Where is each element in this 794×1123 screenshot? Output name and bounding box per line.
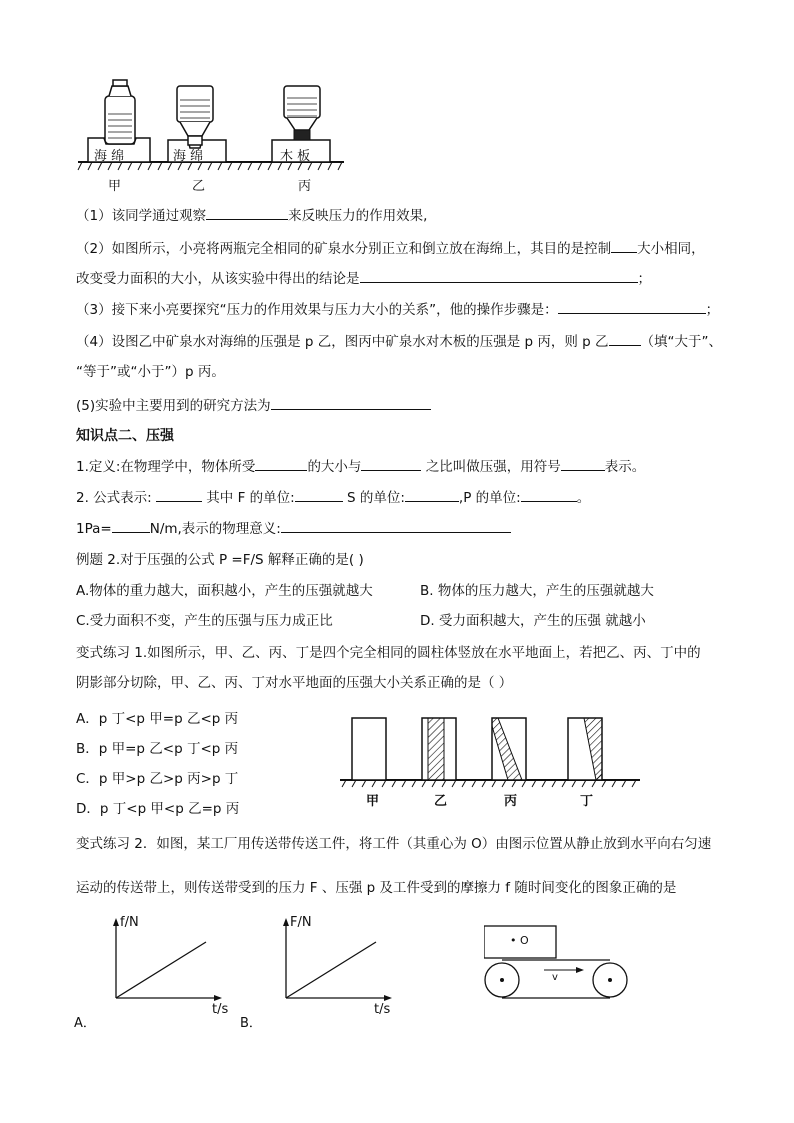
graph-b-option[interactable]: B． xyxy=(240,1016,262,1031)
answer-blank[interactable] xyxy=(112,518,150,533)
example-2-option-a[interactable]: A.物体的重力越大，面积越小，产生的压强就越大 xyxy=(76,583,373,599)
graph-b xyxy=(266,916,396,1016)
exercise-1-stem-line1: 变式练习 1.如图所示，甲、乙、丙、丁是四个完全相同的圆柱体竖放在水平地面上，若把乙、丙、丁中的 xyxy=(76,645,701,661)
example-2-option-b[interactable]: B. 物体的压力越大，产生的压强就越大 xyxy=(420,583,654,599)
question-3: （3）接下来小亮要探究“压力的作用效果与压力大小的关系”，他的操作步骤是： ； xyxy=(76,298,719,318)
cylinder-caption-jia: 甲 xyxy=(366,794,380,809)
graph-a-xlabel: t/s xyxy=(212,1002,229,1017)
exercise-1-option-a[interactable]: A．p 丁<p 甲=p 乙<p 丙 xyxy=(76,711,239,727)
caption-yi: 乙 xyxy=(192,179,206,194)
example-2-stem: 例题 2.对于压强的公式 P =F/S 解释正确的是( ) xyxy=(76,552,364,568)
conveyor-belt-diagram xyxy=(484,924,634,1000)
graph-b-ylabel: F/N xyxy=(290,915,312,930)
exercise-1-stem-line2: 阴影部分切除，甲、乙、丙、丁对水平地面的压强大小关系正确的是（ ） xyxy=(76,675,513,691)
answer-blank[interactable] xyxy=(295,487,343,502)
answer-blank[interactable] xyxy=(611,238,637,253)
exercise-1-option-b[interactable]: B．p 甲=p 乙<p 丁<p 丙 xyxy=(76,741,239,757)
label-sponge-2: 海 绵 xyxy=(173,149,204,164)
label-sponge-1: 海 绵 xyxy=(94,149,125,164)
question-2-line2: 改变受力面积的大小，从该实验中得出的结论是 ； xyxy=(76,267,651,287)
answer-blank[interactable] xyxy=(558,299,706,314)
workpiece-center-label: • O xyxy=(510,934,529,947)
exercise-2-stem-line1: 变式练习 2．如图，某工厂用传送带传送工件，将工件（其重心为 O）由图示位置从静止放到水平向右匀速 xyxy=(76,836,712,852)
answer-blank[interactable] xyxy=(271,395,431,410)
exercise-1-option-d[interactable]: D．p 丁<p 甲<p 乙=p 丙 xyxy=(76,801,240,817)
answer-blank[interactable] xyxy=(281,518,511,533)
graph-b-xlabel: t/s xyxy=(374,1002,391,1017)
graph-a xyxy=(96,916,229,1017)
exercise-2-stem-line2: 运动的传送带上，则传送带受到的压力 F 、压强 p 及工件受到的摩擦力 f 随时间变化的图象正确的是 xyxy=(76,880,677,896)
label-wood: 木 板 xyxy=(280,149,311,164)
answer-blank[interactable] xyxy=(561,456,605,471)
answer-blank[interactable] xyxy=(156,487,202,502)
cylinder-caption-ding: 丁 xyxy=(580,794,594,809)
exercise-1-option-c[interactable]: C．p 甲>p 乙>p 丙>p 丁 xyxy=(76,771,239,787)
answer-blank[interactable] xyxy=(521,487,577,502)
definition-2: 2. 公式表示: 其中 F 的单位: S 的单位: ,P 的单位: 。 xyxy=(76,486,590,506)
example-2-option-d[interactable]: D. 受力面积越大，产生的压强 就越小 xyxy=(420,613,646,629)
answer-blank[interactable] xyxy=(206,205,288,220)
definition-1: 1.定义:在物理学中，物体所受 的大小与 之比叫做压强，用符号 表示。 xyxy=(76,455,645,475)
definition-3: 1Pa= N/m,表示的物理意义: xyxy=(76,517,511,537)
answer-blank[interactable] xyxy=(360,268,638,283)
answer-blank[interactable] xyxy=(405,487,459,502)
graph-b-line xyxy=(286,942,376,998)
answer-blank[interactable] xyxy=(361,456,421,471)
caption-jia: 甲 xyxy=(108,179,122,194)
section-title: 知识点二、压强 xyxy=(76,428,174,444)
question-4-line1: （4）设图乙中矿泉水对海绵的压强是 p 乙，图丙中矿泉水对木板的压强是 p 丙，则 p 乙 （填“大于”、 xyxy=(76,330,722,350)
cylinders-diagram xyxy=(340,712,640,792)
question-5: (5)实验中主要用到的研究方法为 xyxy=(76,394,431,414)
answer-blank[interactable] xyxy=(609,331,641,346)
graph-a-option[interactable]: A． xyxy=(74,1016,96,1031)
question-4-line2: “等于”或“小于”）p 丙。 xyxy=(76,364,225,380)
answer-blank[interactable] xyxy=(255,456,307,471)
cylinder-caption-yi: 乙 xyxy=(434,794,448,809)
belt-velocity-label: v xyxy=(552,972,558,983)
graph-a-ylabel: f/N xyxy=(120,915,139,930)
example-2-option-c[interactable]: C.受力面积不变，产生的压强与压力成正比 xyxy=(76,613,333,629)
question-1: （1）该同学通过观察 来反映压力的作用效果, xyxy=(76,204,427,224)
graph-a-line xyxy=(116,942,206,998)
cylinder-caption-bing: 丙 xyxy=(504,794,518,809)
caption-bing: 丙 xyxy=(298,179,312,194)
question-2-line1: （2）如图所示，小亮将两瓶完全相同的矿泉水分别正立和倒立放在海绵上，其目的是控制 大小相同， xyxy=(76,237,705,257)
